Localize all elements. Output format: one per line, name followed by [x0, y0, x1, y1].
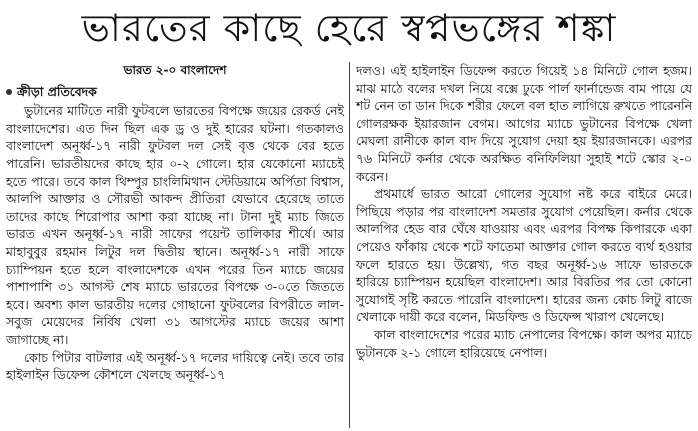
headline: ভারতের কাছে হেরে স্বপ্নভঙ্গের শঙ্কা [81, 6, 617, 50]
body-paragraph: কোচ পিটার বাটলার এই অনূর্ধ্ব-১৭ দলের দায়িত্বে নেই। তবে তার হাইলাইন ডিফেন্স কৌশলে খেলছে অনূর্ধ্ব-১৭ [6, 349, 344, 383]
column-divider [349, 62, 350, 428]
body-paragraph: কাল বাংলাদেশের পরের ম্যাচ নেপালের বিপক্ষে। কাল অপর ম্যাচে ভুটানকে ২-১ গোলে হারিয়েছে নেপাল। [356, 326, 692, 360]
body-paragraph: ভুটানের মাটিতে নারী ফুটবলে ভারতের বিপক্ষে জয়ের রেকর্ড নেই বাংলাদেশের। এত দিন ছিল এক ড্র ও দুই হারের ঘটনা। গতকালও বাংলাদেশ অনূর্ধ্ব-১৭ নারী ফুটবল দল সেই বৃত্ত থেকে বের হতে পারেনি। ভারতীয়দের কাছে হার ০-২ গোলে। হার যেকোনো ম্যাচেই হতে পারে। তবে কাল থিম্পুর চাংলিমিথান স্টেডিয়ামে অর্পিতা বিশ্বাস, আলপি আক্তার ও সৌরভী আকন্দ প্রীতিরা যেভাবে হেরেছে তাতে তাদের কাছে শিরোপার আশা করা যাচ্ছে না। টানা দুই ম্যাচ জিতে ভারত এখন অনূর্ধ্ব-১৭ নারী সাফের পয়েন্ট তালিকার শীর্ষে। আর মাহাবুবুর রহমান লিটুর দল দ্বিতীয় স্থানে। অনূর্ধ্ব-১৭ নারী সাফে চ্যাম্পিয়ন হতে হলে বাংলাদেশকে এখন পরের তিন ম্যাচে জয়ের পাশাপাশি ৩১ আগস্ট শেষ ম্যাচে ভারতের বিপক্ষে ৩-০তে জিততে হবে। অবশ্য কাল ভারতীয় দলের গোছানো ফুটবলের বিপরীতে লাল-সবুজ মেয়েদের নির্বিষ খেলা ৩১ আগস্টের ম্যাচে জয়ের আশা জাগাচ্ছে না। [6, 103, 344, 347]
bullet-icon [6, 89, 12, 95]
byline [6, 83, 344, 101]
body-paragraph: দলও। এই হাইলাইন ডিফেন্স করতে গিয়েই ১৪ মিনিটে গোল হজম। মাঝ মাঠে বলের দখল নিয়ে বক্সে ঢুকে পার্ল ফার্নান্ডেজ বাম পায়ে যে শট নেন তা ডান দিকে শরীর ফেলে বল হাত লাগিয়ে রুখতে পারেননি গোলরক্ষক ইয়ারজান বেগম। আগের ম্যাচে ভুটানের বিপক্ষে খেলা মেঘলা রানীকে কাল বাদ দিয়ে সুযোগ দেয়া হয় ইয়ারজানকে। এরপর ৭৬ মিনিটে কর্নার থেকে অরক্ষিত বনিফিলিয়া সুহাই শটে স্কোর ২-০ করেন। [356, 63, 692, 184]
left-column [6, 62, 344, 384]
match-score-kicker: ভারত ২-০ বাংলাদেশ [123, 63, 227, 77]
body-paragraph: প্রথমার্ধে ভারত আরো গোলের সুযোগ নষ্ট করে বাইরে মেরে। পিছিয়ে পড়ার পর বাংলাদেশ সমতার সুযোগ পেয়েছিল। কর্নার থেকে আলপির হেড বার ঘেঁষে যাওয়ায় এবং এরপর বিপক্ষ কিপারকে একা পেয়েও ফাঁকায় থেকে শটে ফাতেমা আক্তার গোল করতে ব্যর্থ হওয়ার ফলে হারতে হয়। উল্লেখ্য, গত বছর অনূর্ধ্ব-১৬ সাফে ভারতকে হারিয়ে চ্যাম্পিয়ন হয়েছিল বাংলাদেশ। আর বিরতির পর তো কোনো সুযোগই সৃষ্টি করতে পারেনি বাংলাদেশ। হারের জন্য কোচ লিটু বাজে খেলাকে দায়ী করে বলেন, মিডফিল্ড ও ডিফেন্স খারাপ খেলেছে। [356, 186, 692, 325]
byline-text: ক্রীড়া প্রতিবেদক [17, 83, 97, 99]
right-column [356, 62, 692, 361]
